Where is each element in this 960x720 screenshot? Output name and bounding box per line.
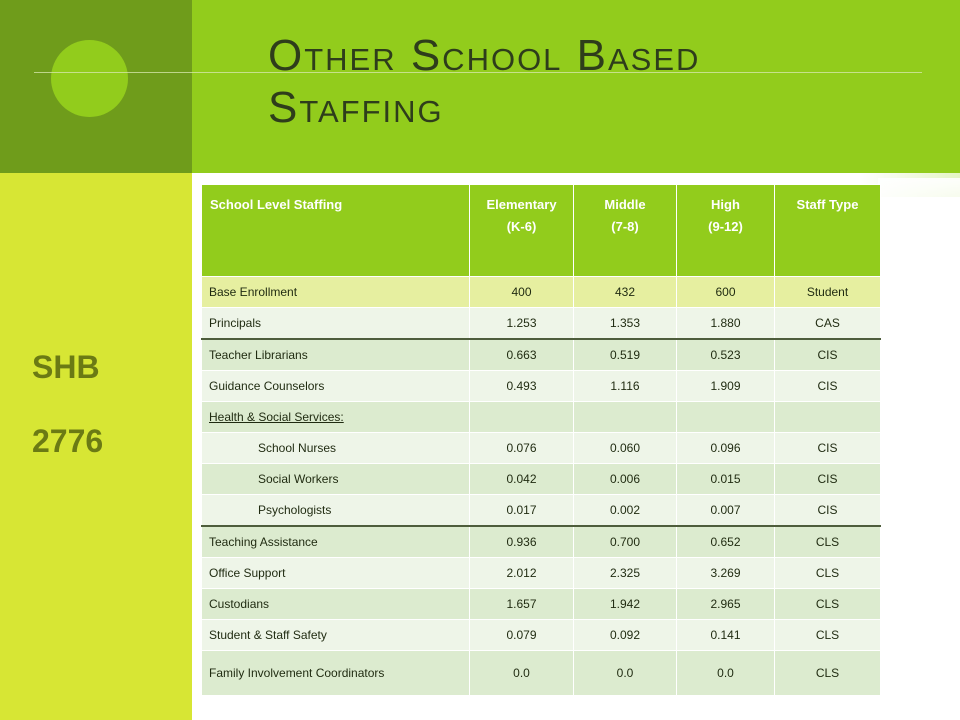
middle-value — [574, 402, 677, 433]
middle-value: 1.353 — [574, 308, 677, 340]
header-elementary — [470, 185, 574, 277]
elementary-value — [470, 402, 574, 433]
elementary-value: 0.079 — [470, 620, 574, 651]
high-value: 1.880 — [677, 308, 775, 340]
elementary-value: 0.936 — [470, 526, 574, 558]
high-value: 1.909 — [677, 371, 775, 402]
row-label: Guidance Counselors — [202, 371, 470, 402]
high-value — [677, 402, 775, 433]
header-high — [677, 185, 775, 277]
staffing-table-wrapper — [201, 184, 880, 696]
header-elementary-name: Elementary — [486, 197, 557, 212]
row-label: Teacher Librarians — [202, 339, 470, 371]
middle-value: 1.116 — [574, 371, 677, 402]
header-elementary-grades: (K-6) — [506, 219, 537, 234]
high-value: 0.096 — [677, 433, 775, 464]
row-label: School Nurses — [202, 433, 470, 464]
high-value: 0.015 — [677, 464, 775, 495]
staff-type-value: CIS — [775, 433, 881, 464]
middle-value: 0.092 — [574, 620, 677, 651]
elementary-value: 1.253 — [470, 308, 574, 340]
row-label: Custodians — [202, 589, 470, 620]
row-label: Family Involvement Coordinators — [202, 651, 470, 696]
elementary-value: 0.493 — [470, 371, 574, 402]
table-row — [202, 277, 881, 308]
table-row — [202, 651, 881, 696]
decorative-circle — [51, 40, 128, 117]
row-label: Principals — [202, 308, 470, 340]
page-title — [268, 30, 908, 134]
title-line-2: Staffing — [268, 83, 444, 132]
high-value: 0.0 — [677, 651, 775, 696]
middle-value: 432 — [574, 277, 677, 308]
section-heading: Health & Social Services: — [209, 410, 344, 424]
table-row — [202, 308, 881, 340]
header-middle-grades: (7-8) — [611, 219, 639, 234]
elementary-value: 0.663 — [470, 339, 574, 371]
table-row — [202, 402, 881, 433]
table-row — [202, 558, 881, 589]
table-row — [202, 371, 881, 402]
middle-value: 2.325 — [574, 558, 677, 589]
staff-type-value: CLS — [775, 620, 881, 651]
table-header-row — [202, 185, 881, 277]
bill-label: SHB — [32, 349, 100, 385]
staff-type-value: CLS — [775, 526, 881, 558]
middle-value: 1.942 — [574, 589, 677, 620]
middle-value: 0.0 — [574, 651, 677, 696]
table-row — [202, 433, 881, 464]
middle-value: 0.002 — [574, 495, 677, 527]
table-row — [202, 620, 881, 651]
elementary-value: 400 — [470, 277, 574, 308]
middle-value: 0.060 — [574, 433, 677, 464]
high-value: 2.965 — [677, 589, 775, 620]
table-row — [202, 339, 881, 371]
middle-value: 0.006 — [574, 464, 677, 495]
bill-number: 2776 — [32, 423, 104, 459]
elementary-value: 0.042 — [470, 464, 574, 495]
staff-type-value: CLS — [775, 558, 881, 589]
row-label: Base Enrollment — [202, 277, 470, 308]
header-middle-name: Middle — [604, 197, 646, 212]
header-high-name: High — [711, 197, 740, 212]
header-high-grades: (9-12) — [708, 219, 743, 234]
header-school-level-staffing: School Level Staffing — [202, 185, 470, 277]
staff-type-value: Student — [775, 277, 881, 308]
table-glow — [878, 178, 960, 250]
row-label: Office Support — [202, 558, 470, 589]
high-value: 600 — [677, 277, 775, 308]
header-staff-type: Staff Type — [775, 185, 881, 277]
staff-type-value: CLS — [775, 589, 881, 620]
high-value: 0.141 — [677, 620, 775, 651]
elementary-value: 0.0 — [470, 651, 574, 696]
high-value: 0.007 — [677, 495, 775, 527]
elementary-value: 1.657 — [470, 589, 574, 620]
staff-type-value: CIS — [775, 495, 881, 527]
high-value: 3.269 — [677, 558, 775, 589]
elementary-value: 2.012 — [470, 558, 574, 589]
high-value: 0.523 — [677, 339, 775, 371]
row-label: Teaching Assistance — [202, 526, 470, 558]
elementary-value: 0.076 — [470, 433, 574, 464]
table-row — [202, 526, 881, 558]
table-row — [202, 589, 881, 620]
high-value: 0.652 — [677, 526, 775, 558]
staff-type-value: CIS — [775, 371, 881, 402]
middle-value: 0.700 — [574, 526, 677, 558]
staff-type-value — [775, 402, 881, 433]
header-middle — [574, 185, 677, 277]
table-row — [202, 495, 881, 527]
staff-type-value: CIS — [775, 339, 881, 371]
middle-value: 0.519 — [574, 339, 677, 371]
row-label: Student & Staff Safety — [202, 620, 470, 651]
row-label — [202, 402, 470, 433]
staff-type-value: CIS — [775, 464, 881, 495]
staff-type-value: CLS — [775, 651, 881, 696]
title-line-1: Other School Based — [268, 31, 701, 80]
elementary-value: 0.017 — [470, 495, 574, 527]
row-label: Psychologists — [202, 495, 470, 527]
staffing-table — [201, 184, 881, 696]
row-label: Social Workers — [202, 464, 470, 495]
staff-type-value: CAS — [775, 308, 881, 340]
table-row — [202, 464, 881, 495]
